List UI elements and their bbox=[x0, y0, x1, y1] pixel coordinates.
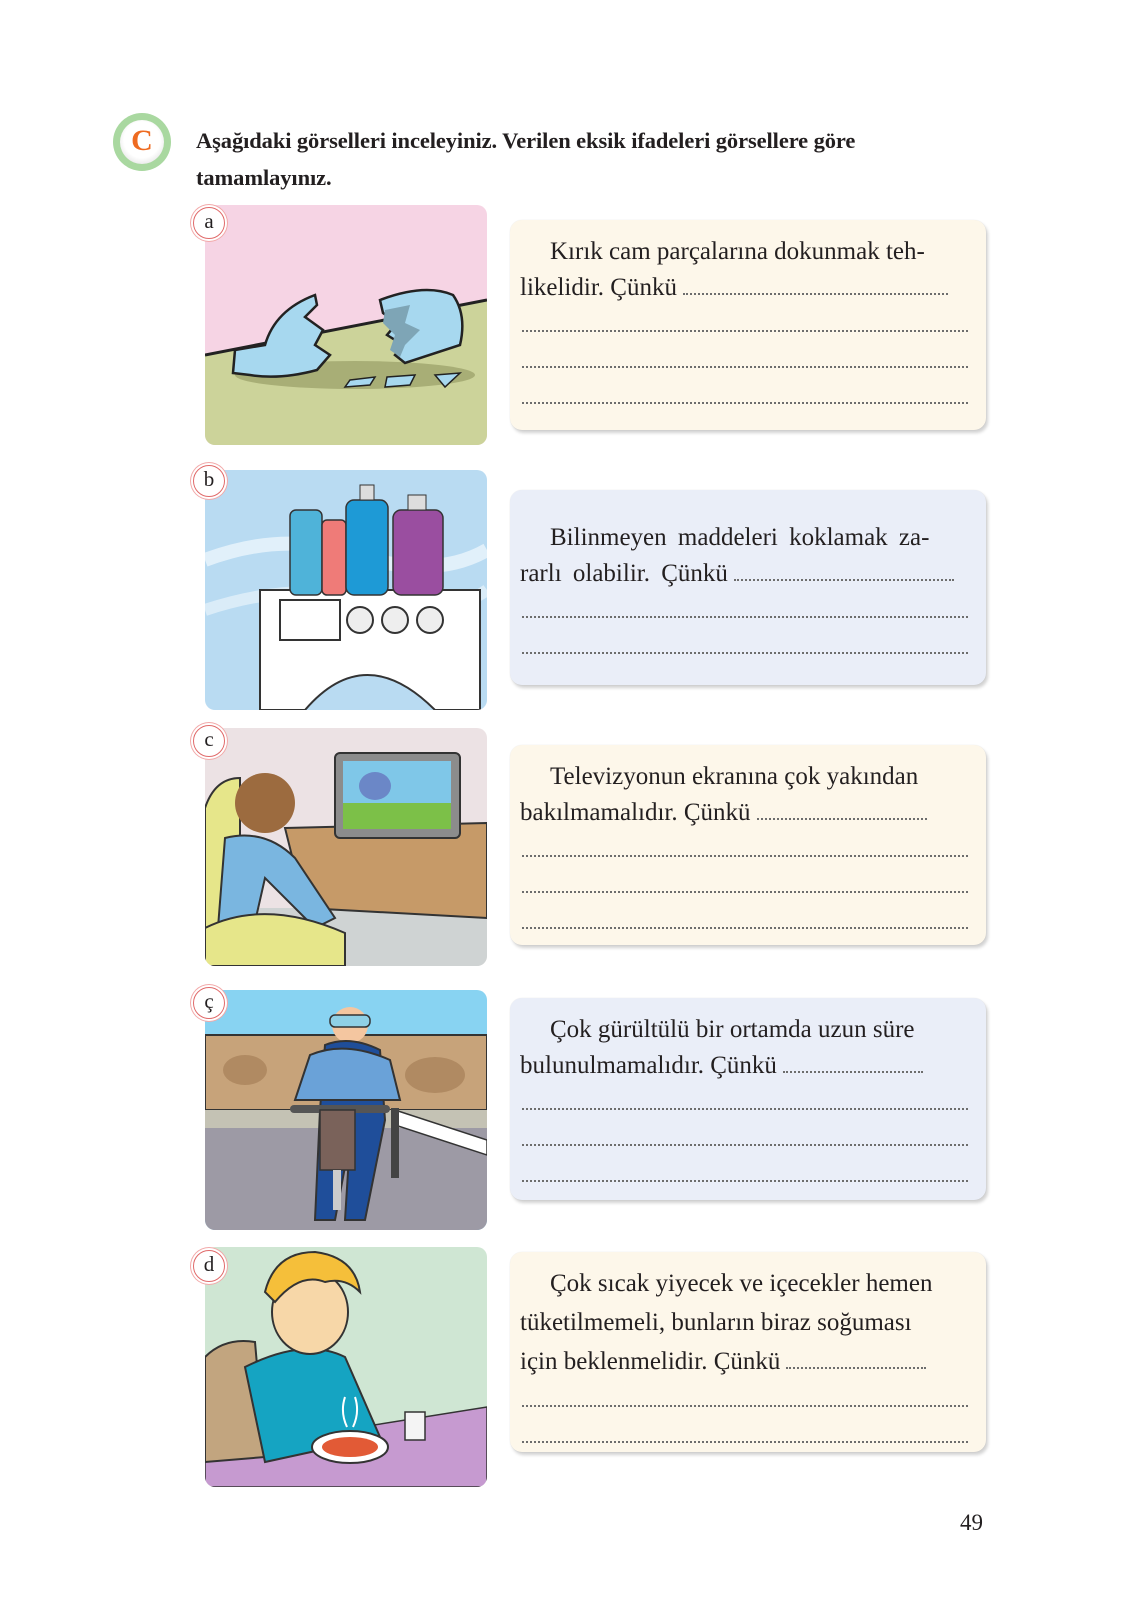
prompt-text-b: Bilinmeyen maddeleri koklamak za- rarlı olabilir. Çünkü bbox=[520, 520, 972, 592]
answer-line[interactable] bbox=[520, 903, 972, 939]
answer-line[interactable] bbox=[520, 378, 972, 414]
answer-line[interactable] bbox=[520, 1417, 972, 1453]
section-badge bbox=[113, 113, 171, 171]
broken-glass-illustration bbox=[205, 205, 487, 445]
prompt-text-a: Kırık cam parçalarına dokunmak teh- likelidir. Çünkü bbox=[520, 234, 972, 306]
answer-line[interactable] bbox=[520, 831, 972, 867]
item-label-d: d bbox=[193, 1250, 225, 1282]
answer-card-b bbox=[510, 490, 986, 685]
prompt-text-c-cedilla: Çok gürültülü bir ortamda uzun süre bulunulmamalıdır. Çünkü bbox=[520, 1012, 972, 1084]
cleaning-chemicals-illustration bbox=[205, 470, 487, 710]
answer-line[interactable] bbox=[520, 1381, 972, 1417]
answer-line[interactable] bbox=[520, 1120, 972, 1156]
section-letter: C bbox=[131, 124, 153, 157]
answer-line[interactable] bbox=[520, 1156, 972, 1192]
hot-soup-illustration bbox=[205, 1247, 487, 1487]
answer-card-c bbox=[510, 745, 986, 945]
answer-card-c-cedilla bbox=[510, 998, 986, 1200]
item-label-a: a bbox=[193, 207, 225, 239]
item-label-c: c bbox=[193, 725, 225, 757]
item-label-b: b bbox=[193, 465, 225, 497]
answer-line[interactable] bbox=[520, 342, 972, 378]
answer-card-a bbox=[510, 220, 986, 430]
item-label-c-cedilla: ç bbox=[193, 987, 225, 1019]
answer-line[interactable] bbox=[520, 867, 972, 903]
answer-line[interactable] bbox=[520, 628, 972, 664]
prompt-text-d: Çok sıcak yiyecek ve içecekler hemen tüketilmemeli, bunların biraz soğuması için beklenmelidir. Çünkü bbox=[520, 1270, 933, 1375]
tv-watching-illustration bbox=[205, 728, 487, 966]
instruction-text: Aşağıdaki görselleri inceleyiniz. Verilen eksik ifadeleri görsellere göre tamamlayınız. bbox=[196, 128, 856, 190]
answer-card-d bbox=[510, 1252, 986, 1452]
answer-line[interactable] bbox=[520, 306, 972, 342]
page-number: 49 bbox=[960, 1510, 983, 1535]
answer-line[interactable] bbox=[520, 1084, 972, 1120]
jackhammer-worker-illustration bbox=[205, 990, 487, 1230]
prompt-text-c: Televizyonun ekranına çok yakından bakılmamalıdır. Çünkü bbox=[520, 759, 972, 831]
answer-line[interactable] bbox=[520, 592, 972, 628]
